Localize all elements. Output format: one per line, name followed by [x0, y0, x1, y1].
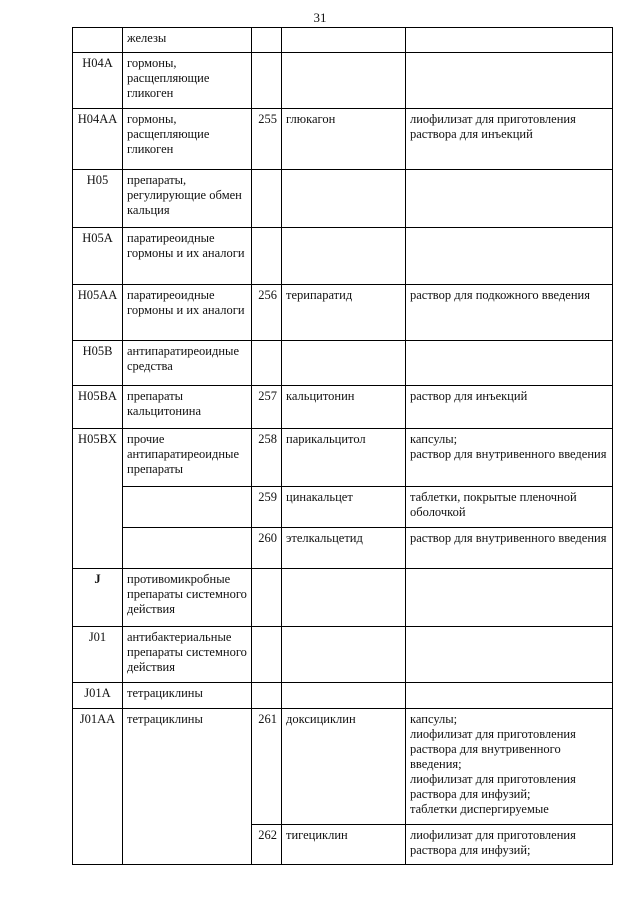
table-row — [73, 341, 613, 386]
item-number-cell — [252, 341, 282, 386]
atc-code-cell: H04A — [73, 53, 123, 109]
drug-name-cell — [282, 627, 406, 683]
table-row — [73, 285, 613, 341]
group-name-cell: препараты, регулирующие обмен кальция — [123, 170, 252, 228]
item-number-cell — [252, 627, 282, 683]
dosage-form-cell — [406, 53, 613, 109]
group-name-cell: антипаратиреоидные средства — [123, 341, 252, 386]
item-number-cell — [252, 683, 282, 709]
drug-name-cell — [282, 53, 406, 109]
item-number-cell: 259 — [252, 487, 282, 528]
group-name-cell: тетрациклины — [123, 709, 252, 865]
table-row — [73, 429, 613, 487]
atc-code-cell: H04AA — [73, 109, 123, 170]
item-number-cell: 260 — [252, 528, 282, 569]
group-name-cell: противомикробные препараты системного действия — [123, 569, 252, 627]
table-row — [73, 709, 613, 825]
dosage-form-cell: раствор для подкожного введения — [406, 285, 613, 341]
item-number-cell: 262 — [252, 825, 282, 865]
dosage-form-cell — [406, 170, 613, 228]
dosage-form-cell: капсулы; лиофилизат для приготовления раствора для внутривенного введения; лиофилизат для приготовления раствора для инфузий; таблетки диспергируемые — [406, 709, 613, 825]
item-number-cell — [252, 28, 282, 53]
atc-code-cell: J01 — [73, 627, 123, 683]
table-row — [73, 28, 613, 53]
drug-name-cell: парикальцитол — [282, 429, 406, 487]
group-name-cell: антибактериальные препараты системного действия — [123, 627, 252, 683]
dosage-form-cell: капсулы; раствор для внутривенного введения — [406, 429, 613, 487]
drug-name-cell: этелкальцетид — [282, 528, 406, 569]
table-row — [73, 683, 613, 709]
page-number: 31 — [313, 10, 327, 25]
table-row — [73, 627, 613, 683]
drug-name-cell — [282, 341, 406, 386]
dosage-form-cell — [406, 569, 613, 627]
dosage-form-cell: лиофилизат для приготовления раствора для инъекций — [406, 109, 613, 170]
dosage-form-cell — [406, 28, 613, 53]
dosage-form-cell — [406, 341, 613, 386]
group-name-cell: гормоны, расщепляющие гликоген — [123, 53, 252, 109]
table-row — [73, 228, 613, 285]
item-number-cell: 258 — [252, 429, 282, 487]
table-row — [73, 569, 613, 627]
atc-code-cell: H05B — [73, 341, 123, 386]
table-row — [73, 487, 613, 528]
item-number-cell: 256 — [252, 285, 282, 341]
dosage-form-cell: лиофилизат для приготовления раствора для инфузий; — [406, 825, 613, 865]
atc-code-cell: H05AA — [73, 285, 123, 341]
atc-code-cell: J01AA — [73, 709, 123, 865]
atc-code-cell: J01A — [73, 683, 123, 709]
drug-name-cell — [282, 683, 406, 709]
group-name-cell: прочие антипаратиреоидные препараты — [123, 429, 252, 487]
group-name-cell: гормоны, расщепляющие гликоген — [123, 109, 252, 170]
drug-name-cell — [282, 569, 406, 627]
drug-name-cell: терипаратид — [282, 285, 406, 341]
group-name-cell: паратиреоидные гормоны и их аналоги — [123, 228, 252, 285]
drug-name-cell — [282, 28, 406, 53]
dosage-form-cell: раствор для инъекций — [406, 386, 613, 429]
drug-name-cell: тигециклин — [282, 825, 406, 865]
dosage-form-cell — [406, 683, 613, 709]
item-number-cell — [252, 53, 282, 109]
drug-name-cell: цинакальцет — [282, 487, 406, 528]
group-name-cell: тетрациклины — [123, 683, 252, 709]
drug-table — [72, 27, 613, 865]
table-row — [73, 53, 613, 109]
atc-code-cell: H05 — [73, 170, 123, 228]
item-number-cell — [252, 170, 282, 228]
group-name-cell — [123, 487, 252, 528]
atc-code-cell: H05BA — [73, 386, 123, 429]
drug-name-cell: доксициклин — [282, 709, 406, 825]
drug-name-cell: кальцитонин — [282, 386, 406, 429]
table-row — [73, 170, 613, 228]
table-row — [73, 528, 613, 569]
dosage-form-cell — [406, 627, 613, 683]
drug-name-cell — [282, 228, 406, 285]
atc-code-cell: H05BX — [73, 429, 123, 569]
group-name-cell — [123, 528, 252, 569]
atc-code-cell — [73, 28, 123, 53]
dosage-form-cell: раствор для внутривенного введения — [406, 528, 613, 569]
group-name-cell: паратиреоидные гормоны и их аналоги — [123, 285, 252, 341]
table-row — [73, 386, 613, 429]
dosage-form-cell: таблетки, покрытые пленочной оболочкой — [406, 487, 613, 528]
group-name-cell: препараты кальцитонина — [123, 386, 252, 429]
drug-name-cell: глюкагон — [282, 109, 406, 170]
item-number-cell — [252, 569, 282, 627]
atc-code-cell: H05A — [73, 228, 123, 285]
table-row — [73, 109, 613, 170]
item-number-cell — [252, 228, 282, 285]
dosage-form-cell — [406, 228, 613, 285]
item-number-cell: 257 — [252, 386, 282, 429]
item-number-cell: 261 — [252, 709, 282, 825]
item-number-cell: 255 — [252, 109, 282, 170]
atc-code-cell: J — [73, 569, 123, 627]
group-name-cell: железы — [123, 28, 252, 53]
drug-name-cell — [282, 170, 406, 228]
